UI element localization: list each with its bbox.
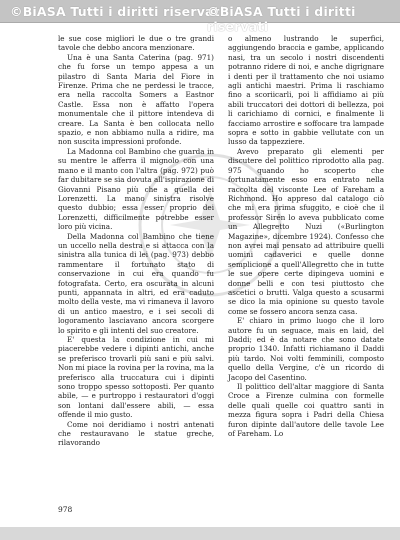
paragraph: o almeno lustrando le superfici, aggiungendo braccia e gambe, applicando nasi, tra un secolo i nostri discendenti potranno ridere di noi, e anche digrignare i denti per il trattamento che noi usiamo agli antichi maestri. Prima li raschiamo fino a scoriicarli, poi li affidiamo ai più abili truccatori dei dottori di bellezza, poi li carichiamo di cornici, e finalmente li facciamo arrostire e soffocare tra lampade sopra e sotto in gabbie vellutate con un lusso da tappezziere. <box>228 34 384 147</box>
paragraph: Della Madonna col Bambino che tiene un uccello nella destra e si attacca con la sinistra alla tunica di lei (pag. 973) debbo rammentare il fortunato stato di conservazione in cui era quando fu fotografata. Certo, era oscurata in alcuni punti, appannata in altri, ed era caduto molto della veste, ma vi rimaneva il lavoro di un antico maestro, e i sei secoli di logoramento lasciavano ancora scorgere lo spirito e gli intenti del suo creatore. <box>58 231 214 335</box>
watermark-text-left: ©BiASA Tutti i diritti riservati <box>10 4 225 19</box>
watermark-banner <box>0 0 400 34</box>
paragraph: Avevo preparato gli elementi per discutere del polittico riprodotto alla pag. 975 quando ho scoperto che fortunatamente esso era entrato nella raccolta del visconte Lee of Fareham a Richmond. Ho appreso dal catalogo ciò che mi era prima sfuggito, e cioè che il professor Sirén lo aveva pubblicato come un Allegretto Nuzi («Burlington Magazine», dicembre 1924). Confesso che non avrei mai pensato ad attribuire quelli uomini cadaverici e quelle donne semplicione a quell'Allegretto che in tutte le sue opere certe dipingeva uomini e donne belli e con tesi piuttosto che ascetici o brutti. Valga questo a scusarmi se dico la mia opinione su questo tavole come se fossero ancora senza casa. <box>228 146 384 316</box>
page-number: 978 <box>58 505 73 514</box>
left-text-column <box>58 34 214 448</box>
watermark-text-right: ©BiASA Tutti i diritti riservati <box>207 4 356 34</box>
document-page <box>58 34 384 514</box>
paragraph: le sue cose migliori le due o tre grandi tavole che debbo ancora menzionare. <box>58 34 214 53</box>
paragraph: Come noi deridiamo i nostri antenati che restauravano le statue greche, rilavorando <box>58 419 214 448</box>
watermark-banner-bottom <box>0 527 400 540</box>
paragraph: La Madonna col Bambino che guarda in su mentre le afferra il mignolo con una mano e il manto con l'altra (pag. 972) può far dubitare se sia dovuta all'ispirazione di Giovanni Pisano più che a quella dei Lorenzetti. La mano sinistra risolve questo dubbio; essa esser proprio dei Lorenzetti, difficilmente potrebbe esser loro più vicina. <box>58 146 214 232</box>
paragraph: E' chiaro in primo luogo che il loro autore fu un seguace, mais en laid, del Daddi; ed è da notare che sono datate proprio 1340. Infatti richiamano il Daddi più tardo. Noi volti femminili, composto quello della Vergine, c'è un ricordo di Jacopo del Casentino. <box>228 316 384 382</box>
paragraph: Il polittico dell'altar maggiore di Santa Croce a Firenze culmina con formelle delle quali quelle coi quattro santi in mezza figura sopra i Padri della Chiesa furon dipinte dall'autore delle tavole Lee of Fareham. Lo <box>228 382 384 439</box>
right-text-column <box>228 34 384 438</box>
paragraph: Una è una Santa Caterina (pag. 971) che fu forse un tempo appesa a un pilastro di Santa Maria del Fiore in Firenze. Prima che ne perdessi le tracce, era nella raccolta Somers a Eastnor Castle. Essa non è affatto l'opera monumentale che il pittore intendeva di creare. La Santa è ben collocata nello spazio, e non abbiamo nulla a ridire, ma non suscita impressioni profonde. <box>58 52 214 147</box>
paragraph: E' questa la condizione in cui mi piacerebbe vedere i dipinti antichi, anche se preferisco trovarli più sani e più salvi. Non mi piace la rovina per la rovina, ma la preferisco alla truccatura cui i dipinti sono troppo spesso sottoposti. Per quanto abile, — e purtroppo i restauratori d'oggi son lontani dall'essere abili, — essa offende il mio gusto. <box>58 335 214 420</box>
